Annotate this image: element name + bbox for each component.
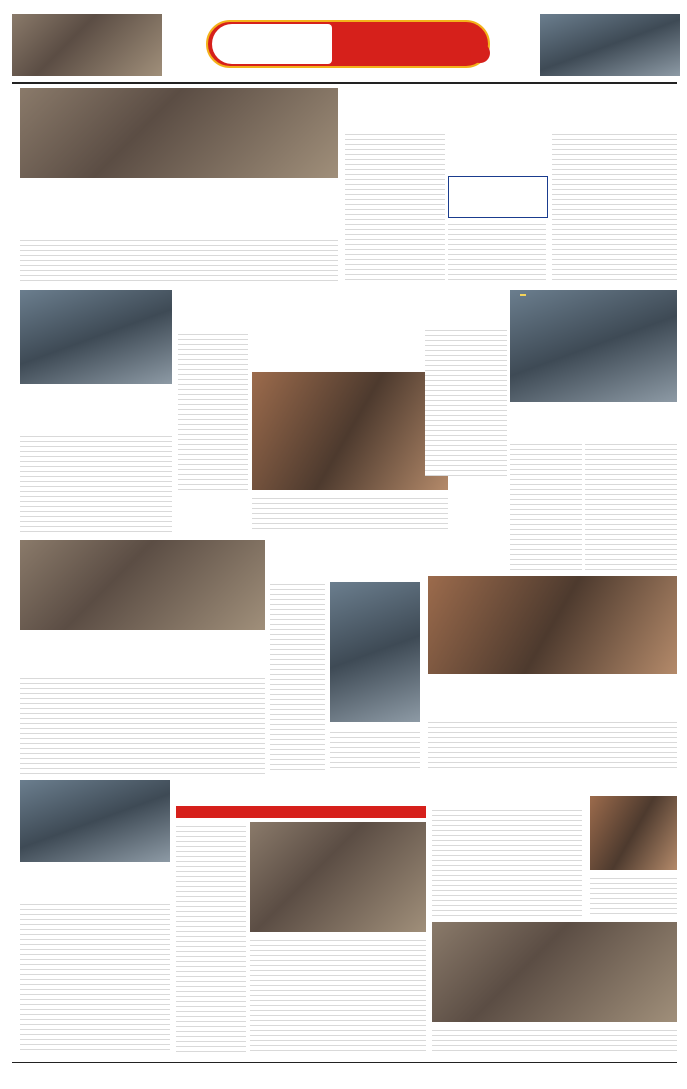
birthday-body [590, 874, 677, 916]
birthday-tag [590, 778, 677, 792]
bijli-body-col2 [448, 220, 546, 280]
school-photo [510, 290, 677, 402]
khundan-photo [250, 822, 426, 932]
page-number [470, 43, 490, 63]
guru-body-text [20, 236, 338, 284]
sambar-photo [330, 582, 420, 722]
eye-camp-photo [20, 290, 172, 384]
masthead-rule [12, 82, 677, 84]
footer-rule [12, 1062, 677, 1063]
yoga-body [20, 900, 170, 1052]
khundan-body-col2 [250, 936, 426, 1052]
yojana-photo [428, 576, 677, 674]
sambar-body-col2 [330, 728, 420, 770]
ravidas-photo [252, 372, 448, 490]
khundan-strap [176, 806, 426, 818]
school-banner-date [520, 294, 526, 296]
khundan-body-col1 [176, 822, 246, 1052]
masthead-left-photo [12, 14, 162, 76]
school-env-caption [432, 1026, 677, 1052]
ravidas-body-col2 [252, 494, 448, 530]
yojana-body [428, 718, 677, 770]
blood-society-body [20, 674, 265, 774]
eye-camp-body [20, 432, 172, 532]
blood-society-photo [20, 540, 265, 630]
mahavidyala-body [585, 440, 677, 570]
birthday-photo [590, 796, 677, 870]
bijli-body-col3 [552, 130, 677, 280]
school-body [425, 326, 507, 476]
school-env-photo [432, 922, 677, 1022]
masthead [0, 0, 687, 84]
brand-white-panel [212, 24, 332, 64]
bijli-body-col1 [345, 130, 445, 280]
bijli-quote-text [449, 177, 547, 183]
school-env-body [432, 806, 582, 916]
sambar-body-col1 [270, 580, 325, 770]
guru-samagam-photo [20, 88, 338, 178]
bijli-quote-box [448, 176, 548, 218]
masthead-right-photo [540, 14, 680, 76]
ravidas-body-col1 [178, 330, 248, 490]
mahavidyala-body-col2 [510, 440, 582, 570]
yoga-photo [20, 780, 170, 862]
